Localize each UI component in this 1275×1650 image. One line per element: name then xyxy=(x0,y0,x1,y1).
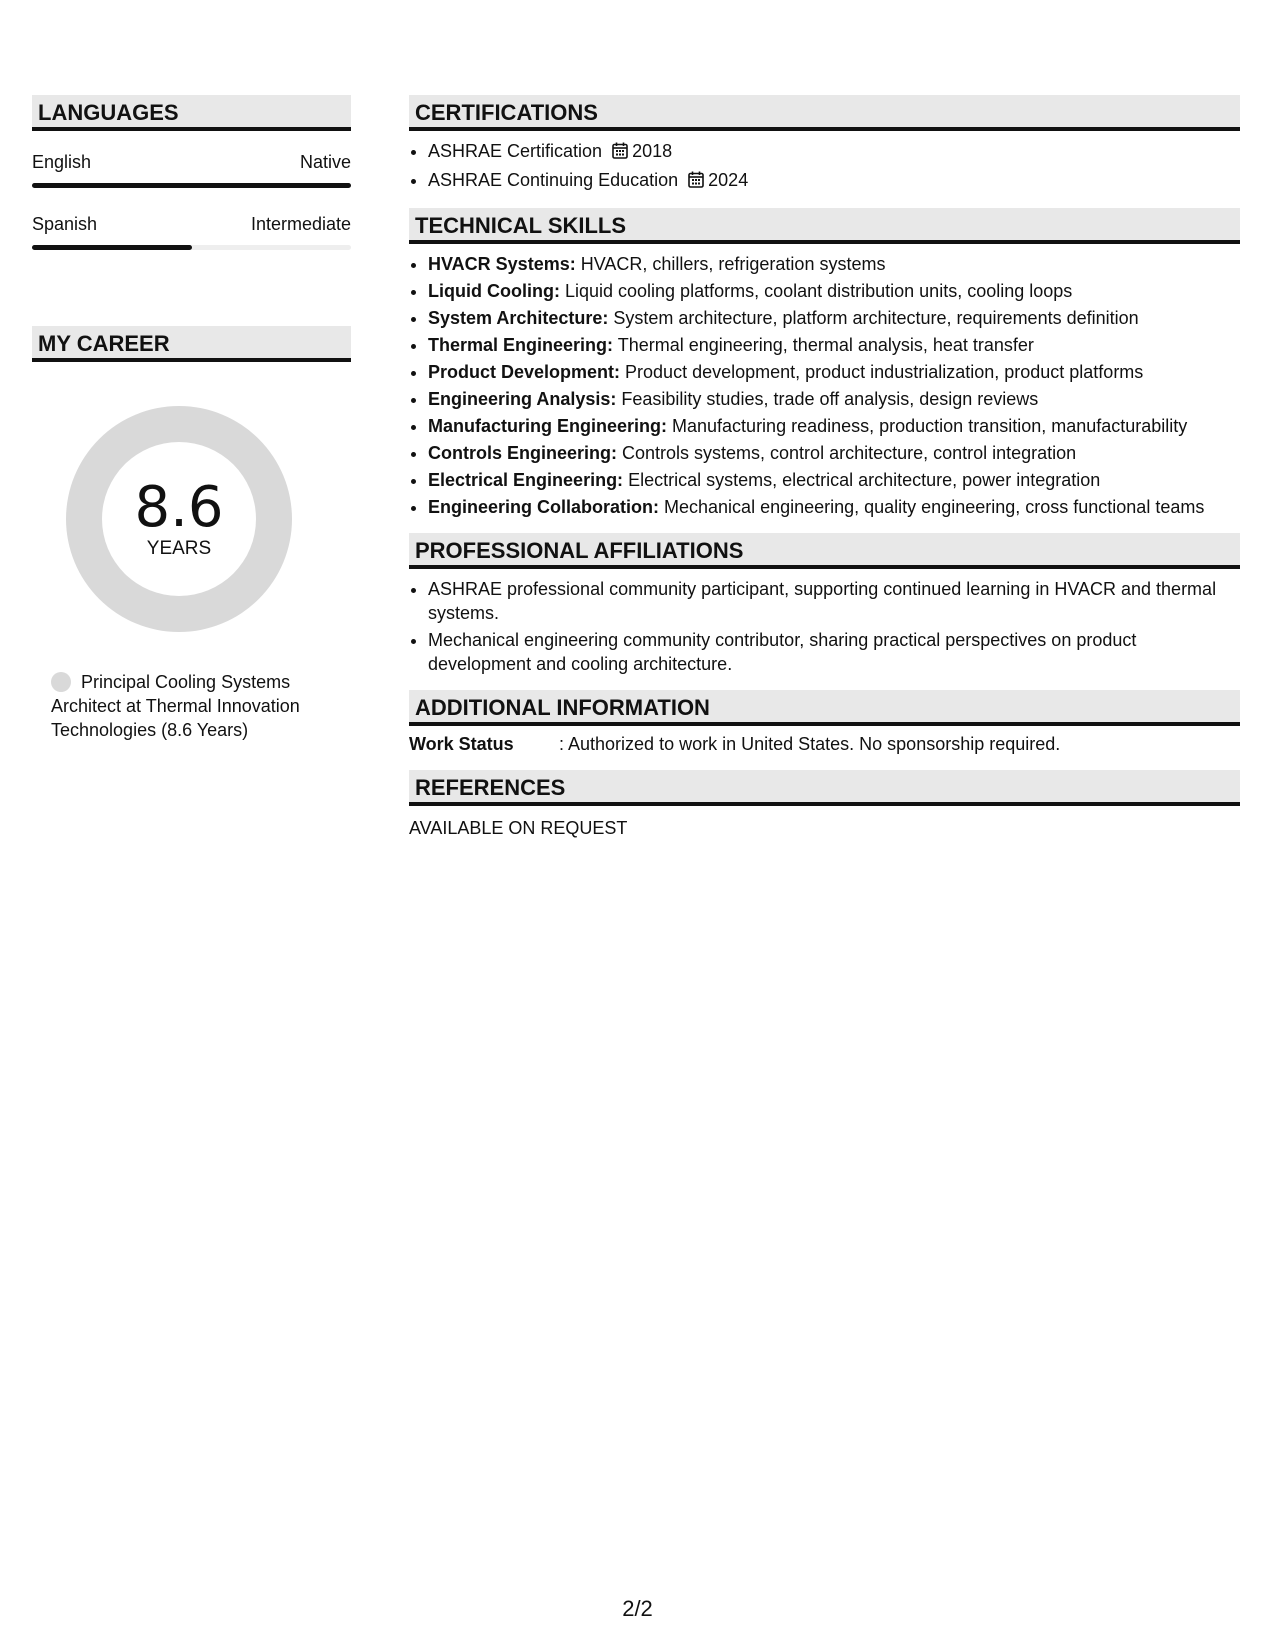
page-number: 2/2 xyxy=(622,1596,653,1621)
skill-label: Controls Engineering: xyxy=(428,443,617,463)
skill-item xyxy=(428,360,1240,384)
references-heading: REFERENCES xyxy=(409,770,1240,806)
affiliation-item: • ASHRAE professional community participant, supporting continued learning in HVACR and thermal systems. xyxy=(428,577,1240,625)
language-proficiency-fill xyxy=(32,245,192,250)
skill-text: Feasibility studies, trade off analysis, design reviews xyxy=(616,389,1039,409)
skill-item xyxy=(428,252,1240,276)
skill-text: Controls systems, control architecture, control integration xyxy=(617,443,1077,463)
skill-text: Manufacturing readiness, production transition, manufacturability xyxy=(667,416,1188,436)
skill-label: Engineering Analysis: xyxy=(428,389,617,409)
skill-text: Mechanical engineering, quality engineering, cross functional teams xyxy=(659,497,1205,517)
skill-text: Thermal engineering, thermal analysis, heat transfer xyxy=(613,335,1034,355)
skill-text: Electrical systems, electrical architecture, power integration xyxy=(623,470,1101,490)
technical-skills-list xyxy=(409,252,1240,519)
affiliation-item: • Mechanical engineering community contributor, sharing practical perspectives on product development and cooling architecture. xyxy=(428,628,1240,676)
career-heading: MY CAREER xyxy=(32,326,351,362)
language-name: English xyxy=(32,152,92,172)
career-years-donut xyxy=(66,406,292,632)
calendar-icon xyxy=(688,170,704,194)
language-name: Spanish xyxy=(32,214,98,234)
career-entry-text: Principal Cooling Systems Architect at Thermal Innovation Technologies (8.6 Years) xyxy=(51,672,300,740)
right-column xyxy=(409,95,1240,840)
certification-year: 2024 xyxy=(708,170,749,190)
career-total-years: 8.6 xyxy=(134,475,224,540)
skill-label: Thermal Engineering: xyxy=(428,335,614,355)
language-proficiency-bar xyxy=(32,245,351,250)
career-years-unit: YEARS xyxy=(146,538,212,559)
left-column xyxy=(32,95,351,742)
skill-label: Liquid Cooling: xyxy=(428,281,560,301)
work-status-value: : Authorized to work in United States. No sponsorship required. xyxy=(559,734,1061,754)
calendar-icon xyxy=(612,141,628,165)
skill-text: Liquid cooling platforms, coolant distribution units, cooling loops xyxy=(559,281,1073,301)
skill-item xyxy=(428,468,1240,492)
certification-item xyxy=(428,168,1240,194)
technical-skills-heading: TECHNICAL SKILLS xyxy=(409,208,1240,244)
certification-name: ASHRAE Continuing Education xyxy=(428,170,679,190)
language-proficiency-fill xyxy=(32,183,351,188)
language-item xyxy=(32,213,351,250)
skill-text: System architecture, platform architecture, requirements definition xyxy=(608,308,1139,328)
skill-label: System Architecture: xyxy=(428,308,609,328)
language-level: Intermediate xyxy=(250,214,351,234)
work-status-label: Work Status xyxy=(409,734,514,754)
skill-item xyxy=(428,306,1240,330)
certifications-heading: CERTIFICATIONS xyxy=(409,95,1240,131)
languages-heading: LANGUAGES xyxy=(32,95,351,131)
skill-label: Engineering Collaboration: xyxy=(428,497,660,517)
skill-text: Product development, product industrialization, product platforms xyxy=(620,362,1144,382)
skill-label: Product Development: xyxy=(428,362,621,382)
skill-item xyxy=(428,495,1240,519)
references-text: AVAILABLE ON REQUEST xyxy=(409,818,628,838)
skill-label: Manufacturing Engineering: xyxy=(428,416,668,436)
skill-item xyxy=(428,279,1240,303)
career-entry xyxy=(51,670,341,742)
work-status-row xyxy=(409,732,1240,756)
career-legend-dot xyxy=(51,672,71,692)
skill-label: Electrical Engineering: xyxy=(428,470,624,490)
language-item xyxy=(32,151,351,188)
skill-item xyxy=(428,414,1240,438)
language-proficiency-bar xyxy=(32,183,351,188)
language-level: Native xyxy=(299,152,351,172)
affiliations-list xyxy=(409,577,1240,676)
certification-item xyxy=(428,139,1240,165)
certifications-list xyxy=(409,139,1240,194)
skill-item xyxy=(428,387,1240,411)
additional-info-heading: ADDITIONAL INFORMATION xyxy=(409,690,1240,726)
skill-label: HVACR Systems: xyxy=(428,254,576,274)
skill-item xyxy=(428,333,1240,357)
certification-year: 2018 xyxy=(632,141,673,161)
skill-text: HVACR, chillers, refrigeration systems xyxy=(575,254,886,274)
certification-name: ASHRAE Certification xyxy=(428,141,603,161)
skill-item xyxy=(428,441,1240,465)
affiliations-heading: PROFESSIONAL AFFILIATIONS xyxy=(409,533,1240,569)
